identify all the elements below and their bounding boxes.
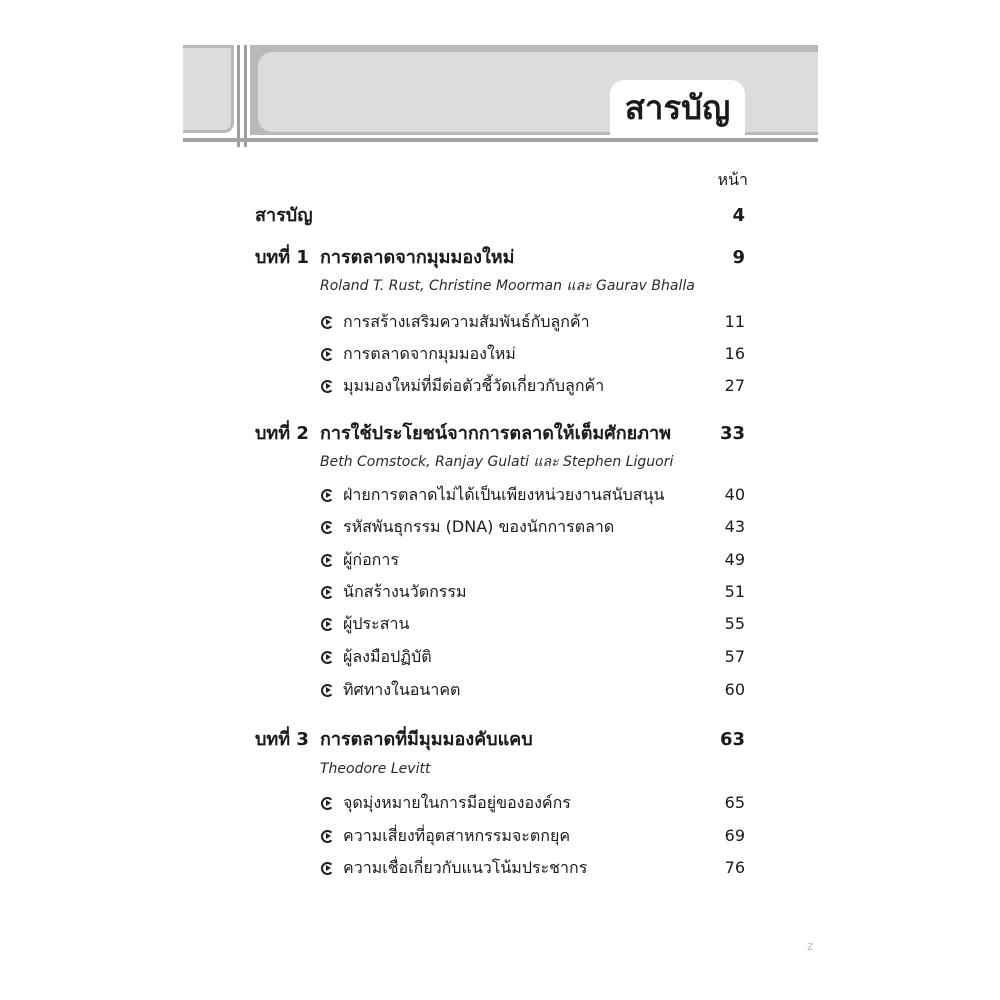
section-row [0,483,1000,507]
section-row [0,342,1000,366]
section-title: มุมมองใหม่ที่มีต่อตัวชี้วัดเกี่ยวกับลูกค้า [343,376,605,395]
page-title: สารบัญ [610,80,745,138]
section-row [0,612,1000,636]
section-title: รหัสพันธุกรรม (DNA) ของนักการตลาด [343,517,615,536]
circled-arrow-right-icon [321,554,334,567]
page-number: 9 [732,247,745,268]
page-number: 57 [724,647,745,666]
section-row [0,310,1000,334]
circled-arrow-right-icon [321,348,334,361]
section-title: ผู้ประสาน [343,614,410,633]
chapter-2-authors [0,450,1000,474]
page-number: 11 [724,312,745,331]
toc-entry-intro [0,204,1000,228]
author-line: Roland T. Rust, Christine Moorman และ Gaurav Bhalla [320,278,695,294]
section-title: ฝ่ายการตลาดไม่ได้เป็นเพียงหน่วยงานสนับสนุน [343,485,665,504]
circled-arrow-right-icon [321,489,334,502]
page-number: 33 [719,423,745,444]
page-number: 16 [724,344,745,363]
chapter-title: การใช้ประโยชน์จากการตลาดให้เต็มศักยภาพ [320,423,671,444]
circled-arrow-right-icon [321,830,334,843]
chapter-title: การตลาดที่มีมุมมองคับแคบ [320,729,533,750]
circled-arrow-right-icon [321,651,334,664]
circled-arrow-right-icon [321,797,334,810]
circled-arrow-right-icon [321,862,334,875]
circled-arrow-right-icon [321,586,334,599]
page-number: 43 [724,517,745,536]
section-row [0,824,1000,848]
circled-arrow-right-icon [321,380,334,393]
header-divider-line [244,45,247,147]
page-number: 65 [724,793,745,812]
chapter-label: บทที่ 3 [255,729,309,750]
page-number: 51 [724,582,745,601]
entry-title: สารบัญ [255,205,313,226]
section-title: ผู้ก่อการ [343,550,399,569]
section-title: ผู้ลงมือปฏิบัติ [343,647,432,666]
circled-arrow-right-icon [321,684,334,697]
circled-arrow-right-icon [321,618,334,631]
section-row [0,856,1000,880]
section-row [0,548,1000,572]
page-number: 76 [724,858,745,877]
header-rule [183,138,818,142]
author-line: Beth Comstock, Ranjay Gulati และ Stephen Liguori [320,454,674,470]
chapter-3-heading [0,728,1000,752]
page-number: 55 [724,614,745,633]
page-column-label: หน้า [717,170,748,189]
section-row [0,678,1000,702]
header-left-block [183,45,234,133]
page-number: 49 [724,550,745,569]
chapter-3-authors [0,757,1000,781]
chapter-1-authors [0,274,1000,298]
chapter-1-heading [0,246,1000,270]
page-number: 40 [724,485,745,504]
section-title: นักสร้างนวัตกรรม [343,582,467,601]
section-row [0,580,1000,604]
page-number: 69 [724,826,745,845]
chapter-label: บทที่ 2 [255,423,309,444]
page-marker: z [807,939,814,953]
section-row [0,374,1000,398]
chapter-label: บทที่ 1 [255,247,309,268]
circled-arrow-right-icon [321,521,334,534]
circled-arrow-right-icon [321,316,334,329]
author-line: Theodore Levitt [320,761,431,777]
section-title: การตลาดจากมุมมองใหม่ [343,344,516,363]
section-title: จุดมุ่งหมายในการมีอยู่ขององค์กร [343,793,571,812]
section-title: ทิศทางในอนาคต [343,680,461,699]
section-title: ความเสี่ยงที่อุตสาหกรรมจะตกยุค [343,826,571,845]
chapter-2-heading [0,422,1000,446]
page-number: 27 [724,376,745,395]
section-row [0,515,1000,539]
page-number: 4 [732,205,745,226]
page-number: 60 [724,680,745,699]
section-title: การสร้างเสริมความสัมพันธ์กับลูกค้า [343,312,590,331]
page-number: 63 [719,729,745,750]
chapter-title: การตลาดจากมุมมองใหม่ [320,247,515,268]
section-row [0,645,1000,669]
section-title: ความเชื่อเกี่ยวกับแนวโน้มประชากร [343,858,588,877]
header-divider-line [237,45,240,147]
section-row [0,791,1000,815]
